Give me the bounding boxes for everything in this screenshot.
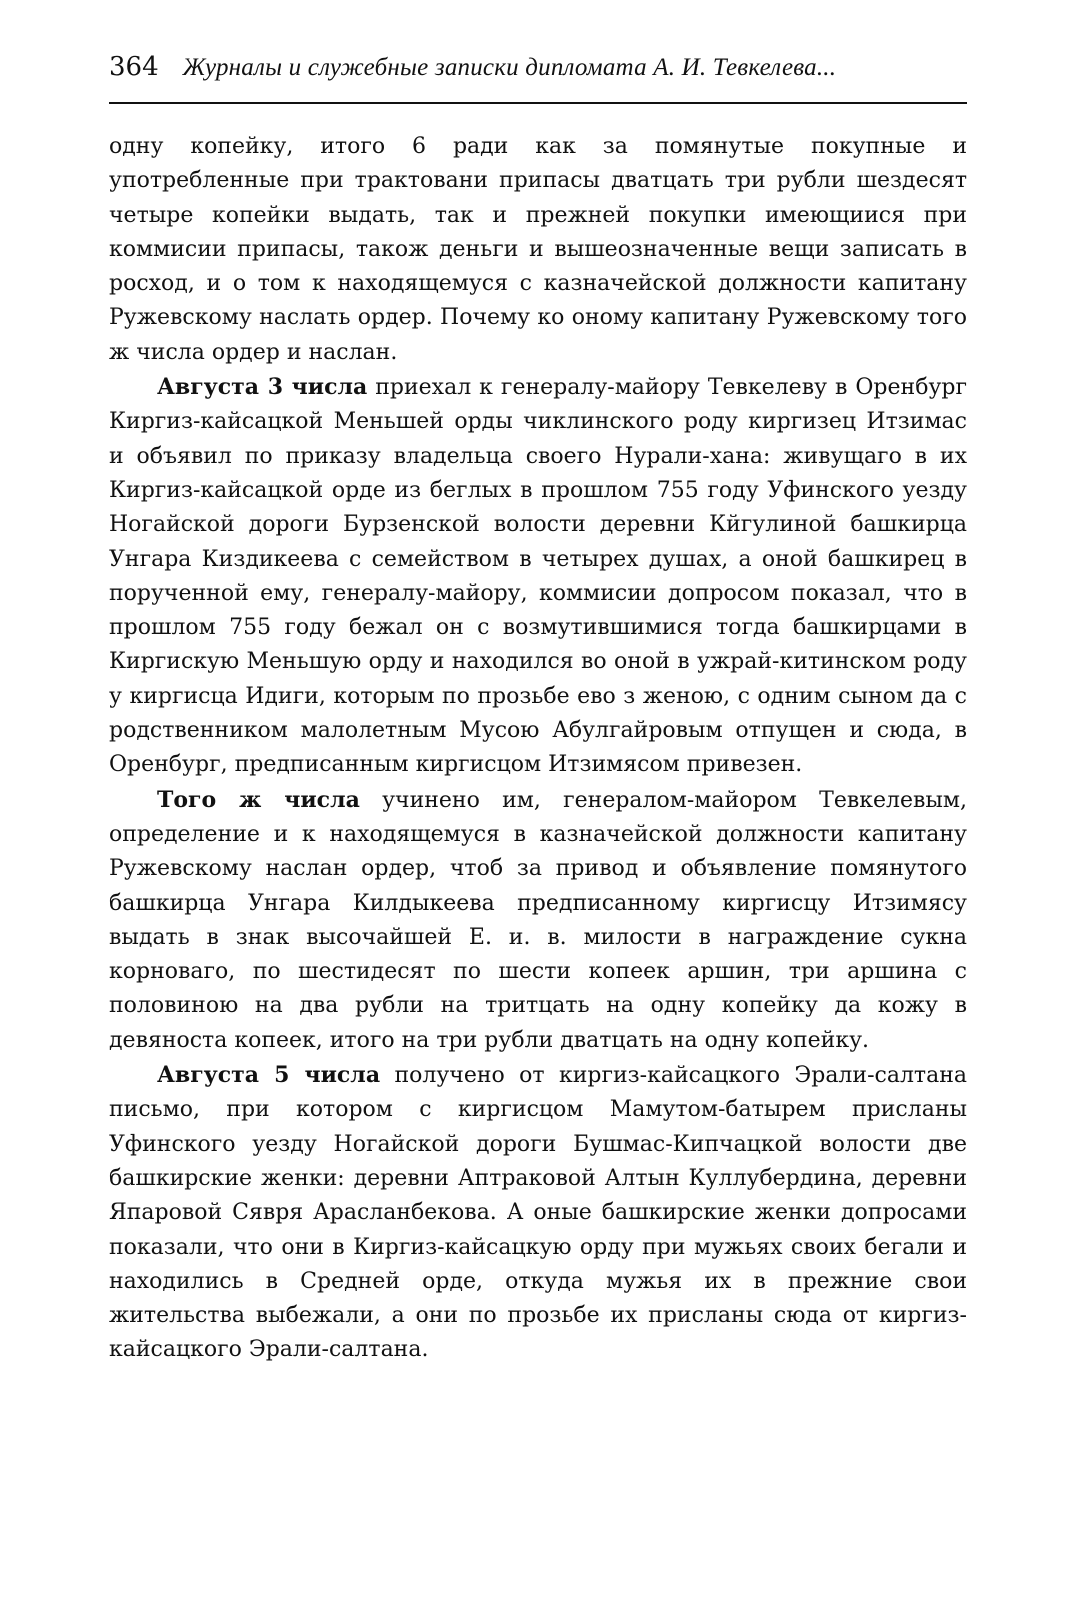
entry-date-heading: Августа 3 числа (157, 374, 368, 401)
running-title: Журналы и служебные записки дипломата А. И. Тевкелева... (182, 54, 837, 81)
header-rule (109, 102, 967, 104)
paragraph-august-3 (109, 370, 967, 783)
paragraph-august-5 (109, 1058, 967, 1368)
paragraph-text: учинено им, генералом-майором Тевкелевым, определение и к находящемуся в казначейской должности капитану Ружевскому наслан ордер, чтоб за привод и объявление помянутого башкирца Унгара Килдыкеева предписанному киргисцу Итзимясу выдать в знак высочайшей Е. и. в. милости в награждение сукна корноваго, по шестидесят по шести копеек аршин, три аршина с половиною на два рубли на тритцать на одну копейку да кожу в девяноста копеек, итого на три рубли дватцать на одну копейку. (109, 787, 967, 1053)
paragraph-same-day (109, 783, 967, 1058)
body-text (109, 130, 967, 1368)
entry-date-heading: Августа 5 числа (157, 1062, 381, 1089)
paragraph-text: одну копейку, итого 6 ради как за помянутые покупные и употребленные при трактовани припасы дватцать три рубли шездесят четыре копейки выдать, так и прежней покупки имеющиися при коммисии припасы, також деньги и вышеозначенные вещи записать в росход, и о том к находящемуся с казначейской должности капитану Ружевскому наслать ордер. Почему ко оному капитану Ружевскому того ж числа ордер и наслан. (109, 134, 967, 365)
paragraph-text: получено от киргиз-кайсацкого Эрали-салтана письмо, при котором с киргисцом Мамутом-батырем присланы Уфинского уезду Ногайской дороги Бушмас-Кипчацкой волости две башкирские женки: деревни Аптраковой Алтын Куллубердина, деревни Япаровой Сявря Арасланбекова. А оные башкирские женки допросами показали, что они в Киргиз-кайсацкую орду при мужьях своих бегали и находились в Средней орде, откуда мужья их в прежние свои жительства выбежали, а они по прозьбе их присланы сюда от киргиз-кайсацкого Эрали-салтана. (109, 1063, 967, 1363)
page-header (109, 52, 967, 96)
entry-date-heading: Того ж числа (157, 786, 360, 813)
paragraph-text: приехал к генералу-майору Тевкелеву в Оренбург Киргиз-кайсацкой Меньшей орды чиклинского роду киргизец Итзимас и объявил по приказу владельца своего Нурали-хана: живущаго в их Киргиз-кайсацкой орде из беглых в прошлом 755 году Уфинского уезду Ногайской дороги Бурзенской волости деревни Кйгулиной башкирца Унгара Киздикеева с семейством в четырех душах, а оной башкирец в порученной ему, генералу-майору, коммисии допросом показал, что в прошлом 755 году бежал он с возмутившимися тогда башкирцами в Киргискую Меньшую орду и находился во оной в ужрай-китинском роду у киргисца Идиги, которым по прозьбе ево з женою, с одним сыном да с родственником малолетным Мусою Абулгайровым отпущен и сюда, в Оренбург, предписанным киргисцом Итзимясом привезен. (109, 375, 967, 778)
paragraph-continuation (109, 130, 967, 370)
book-page (109, 52, 967, 1368)
page-number: 364 (109, 52, 159, 82)
